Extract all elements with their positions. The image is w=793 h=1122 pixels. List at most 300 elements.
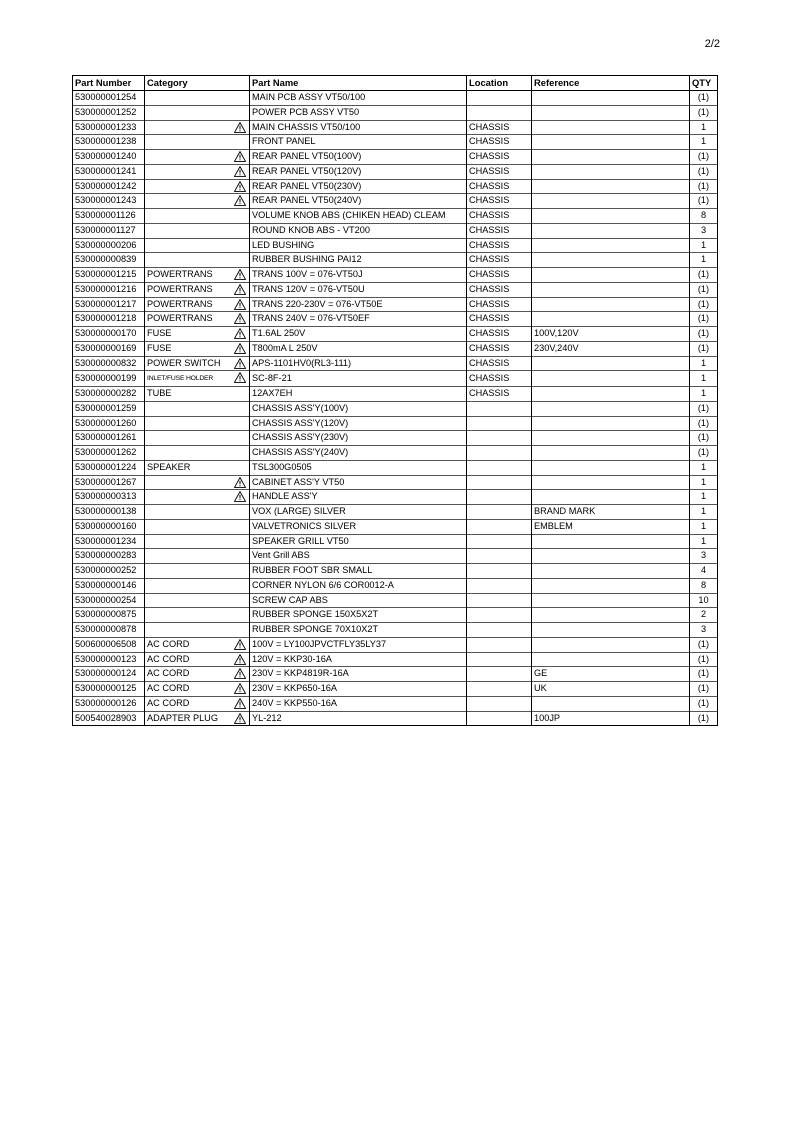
cell-part-name: REAR PANEL VT50(120V) [250,164,467,179]
table-row [73,223,718,238]
cell-part-number: 530000001261 [73,431,145,446]
cell-location: CHASSIS [467,297,532,312]
cell-location [467,682,532,697]
cell-part-number: 530000000126 [73,696,145,711]
safety-warning-icon [234,358,246,369]
cell-reference: 100JP [532,711,690,726]
table-row [73,446,718,461]
header-part-number: Part Number [73,76,145,91]
table-row [73,696,718,711]
cell-part-name: POWER PCB ASSY VT50 [250,105,467,120]
cell-reference [532,431,690,446]
cell-category [145,341,250,356]
category-label: INLET/FUSE HOLDER [147,375,214,383]
cell-category [145,150,250,165]
cell-category [145,209,250,224]
cell-part-number: 530000001224 [73,460,145,475]
cell-category [145,297,250,312]
table-row [73,282,718,297]
cell-reference [532,549,690,564]
cell-part-number: 530000000254 [73,593,145,608]
cell-qty: 3 [690,223,718,238]
cell-qty: (1) [690,696,718,711]
cell-location: CHASSIS [467,223,532,238]
cell-part-number: 530000000313 [73,490,145,505]
cell-location [467,446,532,461]
table-row [73,490,718,505]
cell-location [467,593,532,608]
cell-part-name: VOX (LARGE) SILVER [250,505,467,520]
safety-warning-icon [234,683,246,694]
cell-reference [532,120,690,135]
cell-qty: 1 [690,135,718,150]
cell-reference [532,268,690,283]
cell-part-number: 530000001252 [73,105,145,120]
cell-location [467,652,532,667]
safety-warning-icon [234,284,246,295]
cell-category [145,120,250,135]
cell-part-name: YL-212 [250,711,467,726]
cell-reference [532,238,690,253]
cell-location: CHASSIS [467,253,532,268]
cell-part-name: 240V = KKP550-16A [250,696,467,711]
cell-part-number: 530000001240 [73,150,145,165]
cell-qty: (1) [690,194,718,209]
cell-part-name: MAIN CHASSIS VT50/100 [250,120,467,135]
table-row [73,253,718,268]
table-row [73,578,718,593]
cell-part-name: RUBBER FOOT SBR SMALL [250,564,467,579]
cell-category [145,623,250,638]
cell-part-number: 530000001267 [73,475,145,490]
table-row [73,593,718,608]
table-row [73,637,718,652]
cell-location [467,416,532,431]
page-number: 2/2 [704,38,720,50]
safety-warning-icon [234,698,246,709]
table-row [73,682,718,697]
cell-qty: (1) [690,297,718,312]
cell-part-name: REAR PANEL VT50(100V) [250,150,467,165]
table-row [73,91,718,106]
cell-qty: 1 [690,253,718,268]
cell-category [145,401,250,416]
cell-category [145,387,250,402]
cell-qty: 8 [690,209,718,224]
cell-category [145,179,250,194]
cell-reference [532,696,690,711]
table-row [73,564,718,579]
cell-reference [532,312,690,327]
cell-category [145,431,250,446]
table-row [73,387,718,402]
safety-warning-icon [234,654,246,665]
cell-category [145,667,250,682]
cell-part-name: MAIN PCB ASSY VT50/100 [250,91,467,106]
category-label: POWERTRANS [147,313,213,324]
cell-part-name: REAR PANEL VT50(230V) [250,179,467,194]
cell-part-name: TRANS 100V = 076-VT50J [250,268,467,283]
cell-reference [532,209,690,224]
cell-reference [532,179,690,194]
cell-category [145,593,250,608]
cell-part-number: 530000001242 [73,179,145,194]
cell-part-name: SPEAKER GRILL VT50 [250,534,467,549]
cell-part-number: 530000001233 [73,120,145,135]
table-row [73,667,718,682]
safety-warning-icon [234,477,246,488]
cell-reference [532,564,690,579]
cell-qty: (1) [690,327,718,342]
cell-part-number: 530000001234 [73,534,145,549]
cell-part-name: CHASSIS ASS'Y(230V) [250,431,467,446]
cell-category [145,505,250,520]
cell-location [467,623,532,638]
cell-location: CHASSIS [467,356,532,371]
cell-part-number: 530000000124 [73,667,145,682]
table-row [73,371,718,387]
cell-category [145,253,250,268]
table-row [73,194,718,209]
cell-location [467,564,532,579]
cell-qty: (1) [690,652,718,667]
cell-part-number: 530000000160 [73,519,145,534]
cell-reference [532,534,690,549]
header-reference: Reference [532,76,690,91]
table-row [73,209,718,224]
safety-warning-icon [234,713,246,724]
header-category: Category [145,76,250,91]
cell-reference: 230V,240V [532,341,690,356]
cell-part-name: REAR PANEL VT50(240V) [250,194,467,209]
cell-category [145,105,250,120]
cell-part-name: TRANS 240V = 076-VT50EF [250,312,467,327]
cell-qty: (1) [690,282,718,297]
cell-part-number: 530000001254 [73,91,145,106]
cell-part-name: SCREW CAP ABS [250,593,467,608]
table-row [73,534,718,549]
cell-reference: BRAND MARK [532,505,690,520]
cell-location: CHASSIS [467,209,532,224]
safety-warning-icon [234,269,246,280]
table-row [73,268,718,283]
table-row [73,150,718,165]
table-row [73,327,718,342]
cell-category [145,549,250,564]
cell-reference: 100V,120V [532,327,690,342]
cell-part-number: 530000001241 [73,164,145,179]
cell-part-number: 530000001127 [73,223,145,238]
cell-part-name: T1.6AL 250V [250,327,467,342]
cell-location [467,505,532,520]
cell-location: CHASSIS [467,150,532,165]
cell-location [467,534,532,549]
cell-part-name: RUBBER BUSHING PAI12 [250,253,467,268]
category-label: ADAPTER PLUG [147,712,218,723]
header-part-name: Part Name [250,76,467,91]
cell-qty: (1) [690,150,718,165]
cell-part-name: Vent Grill ABS [250,549,467,564]
cell-part-number: 530000001218 [73,312,145,327]
cell-reference [532,578,690,593]
cell-qty: (1) [690,416,718,431]
cell-category [145,652,250,667]
cell-part-name: ROUND KNOB ABS - VT200 [250,223,467,238]
cell-part-name: APS-1101HV0(RL3-111) [250,356,467,371]
cell-qty: (1) [690,312,718,327]
cell-qty: (1) [690,268,718,283]
cell-part-name: RUBBER SPONGE 70X10X2T [250,623,467,638]
category-label: AC CORD [147,638,190,649]
cell-location: CHASSIS [467,282,532,297]
cell-part-name: TRANS 120V = 076-VT50U [250,282,467,297]
cell-reference [532,387,690,402]
category-label: TUBE [147,388,172,398]
table-row [73,711,718,726]
cell-location [467,431,532,446]
cell-part-number: 530000001217 [73,297,145,312]
cell-location: CHASSIS [467,238,532,253]
cell-qty: 1 [690,460,718,475]
cell-category [145,446,250,461]
table-row [73,475,718,490]
cell-part-number: 530000001259 [73,401,145,416]
cell-qty: 1 [690,120,718,135]
safety-warning-icon [234,181,246,192]
cell-category [145,312,250,327]
table-row [73,401,718,416]
cell-qty: 2 [690,608,718,623]
cell-part-name: TSL300G0505 [250,460,467,475]
cell-reference [532,401,690,416]
cell-category [145,637,250,652]
cell-location: CHASSIS [467,312,532,327]
cell-category [145,238,250,253]
header-qty: QTY [690,76,718,91]
cell-part-number: 530000000252 [73,564,145,579]
table-header-row [73,76,718,91]
cell-location [467,667,532,682]
cell-qty: (1) [690,431,718,446]
category-label: AC CORD [147,653,190,664]
cell-reference [532,608,690,623]
cell-reference [532,490,690,505]
cell-qty: 1 [690,534,718,549]
category-label: POWERTRANS [147,269,213,279]
cell-part-number: 530000001126 [73,209,145,224]
cell-reference [532,91,690,106]
safety-warning-icon [234,639,246,650]
safety-warning-icon [234,151,246,162]
cell-part-name: CHASSIS ASS'Y(100V) [250,401,467,416]
safety-warning-icon [234,313,246,324]
cell-category [145,696,250,711]
cell-location: CHASSIS [467,387,532,402]
cell-part-name: VOLUME KNOB ABS (CHIKEN HEAD) CLEAM [250,209,467,224]
table-row [73,416,718,431]
category-label: AC CORD [147,668,190,679]
cell-category [145,91,250,106]
category-label: POWERTRANS [147,283,213,294]
cell-part-number: 530000001262 [73,446,145,461]
category-label: FUSE [147,328,172,338]
safety-warning-icon [234,343,246,354]
cell-category [145,682,250,697]
cell-part-name: HANDLE ASS'Y [250,490,467,505]
cell-reference [532,652,690,667]
cell-category [145,268,250,283]
cell-category [145,711,250,726]
cell-location [467,460,532,475]
header-location: Location [467,76,532,91]
table-row [73,105,718,120]
table-row [73,608,718,623]
cell-part-number: 530000000169 [73,341,145,356]
cell-part-number: 530000000125 [73,682,145,697]
cell-reference [532,356,690,371]
category-label: AC CORD [147,697,190,708]
table-row [73,505,718,520]
cell-part-number: 500600006508 [73,637,145,652]
cell-part-name: 230V = KKP4819R-16A [250,667,467,682]
cell-reference [532,223,690,238]
cell-category [145,223,250,238]
cell-part-number: 500540028903 [73,711,145,726]
cell-category [145,282,250,297]
cell-qty: 8 [690,578,718,593]
cell-part-number: 530000001238 [73,135,145,150]
cell-reference [532,297,690,312]
cell-location: CHASSIS [467,194,532,209]
cell-reference [532,446,690,461]
cell-part-name: 100V = LY100JPVCTFLY35LY37 [250,637,467,652]
cell-location [467,519,532,534]
cell-location [467,696,532,711]
cell-qty: (1) [690,179,718,194]
cell-part-name: FRONT PANEL [250,135,467,150]
cell-qty: (1) [690,164,718,179]
cell-part-number: 530000001243 [73,194,145,209]
cell-location [467,578,532,593]
cell-location: CHASSIS [467,341,532,356]
cell-qty: (1) [690,446,718,461]
cell-part-number: 530000000146 [73,578,145,593]
cell-part-name: T800mA L 250V [250,341,467,356]
cell-part-name: SC-8F-21 [250,371,467,387]
cell-location [467,549,532,564]
cell-category [145,416,250,431]
cell-location [467,711,532,726]
table-row [73,238,718,253]
cell-qty: 1 [690,505,718,520]
cell-reference [532,282,690,297]
safety-warning-icon [234,372,246,383]
table-row [73,356,718,371]
table-row [73,623,718,638]
cell-part-name: 230V = KKP650-16A [250,682,467,697]
cell-part-name: 12AX7EH [250,387,467,402]
cell-qty: 1 [690,490,718,505]
cell-qty: 1 [690,238,718,253]
cell-category [145,534,250,549]
cell-qty: (1) [690,667,718,682]
category-label: POWERTRANS [147,298,213,309]
cell-location [467,401,532,416]
cell-location [467,475,532,490]
cell-reference [532,150,690,165]
safety-warning-icon [234,166,246,177]
cell-reference: UK [532,682,690,697]
table-row [73,297,718,312]
cell-reference [532,416,690,431]
table-row [73,164,718,179]
cell-qty: (1) [690,682,718,697]
cell-part-name: LED BUSHING [250,238,467,253]
category-label: POWER SWITCH [147,357,221,368]
cell-part-name: CABINET ASS'Y VT50 [250,475,467,490]
cell-location: CHASSIS [467,179,532,194]
cell-qty: 3 [690,623,718,638]
cell-location [467,608,532,623]
cell-reference [532,593,690,608]
cell-part-name: CHASSIS ASS'Y(120V) [250,416,467,431]
cell-part-number: 530000000199 [73,371,145,387]
cell-qty: 3 [690,549,718,564]
table-row [73,549,718,564]
cell-part-name: TRANS 220-230V = 076-VT50E [250,297,467,312]
cell-part-name: 120V = KKP30-16A [250,652,467,667]
cell-qty: (1) [690,401,718,416]
cell-location [467,91,532,106]
cell-reference [532,637,690,652]
category-label: FUSE [147,342,172,353]
cell-category [145,356,250,371]
cell-qty: (1) [690,341,718,356]
category-label: AC CORD [147,683,190,693]
cell-qty: 10 [690,593,718,608]
cell-category [145,164,250,179]
cell-qty: 1 [690,387,718,402]
cell-reference [532,460,690,475]
cell-category [145,194,250,209]
table-body [73,91,718,726]
cell-category [145,578,250,593]
cell-part-name: VALVETRONICS SILVER [250,519,467,534]
cell-qty: 1 [690,371,718,387]
safety-warning-icon [234,491,246,502]
cell-reference [532,253,690,268]
parts-list-table [72,75,718,726]
cell-part-name: CHASSIS ASS'Y(240V) [250,446,467,461]
cell-part-number: 530000000123 [73,652,145,667]
cell-part-number: 530000000206 [73,238,145,253]
cell-reference [532,105,690,120]
table-row [73,460,718,475]
cell-part-number: 530000001216 [73,282,145,297]
cell-reference [532,371,690,387]
table-row [73,519,718,534]
cell-category [145,135,250,150]
cell-location: CHASSIS [467,327,532,342]
cell-part-number: 530000000839 [73,253,145,268]
cell-part-number: 530000001260 [73,416,145,431]
safety-warning-icon [234,195,246,206]
cell-part-number: 530000000878 [73,623,145,638]
cell-category [145,371,250,387]
table-row [73,312,718,327]
cell-part-number: 530000000138 [73,505,145,520]
cell-location: CHASSIS [467,164,532,179]
